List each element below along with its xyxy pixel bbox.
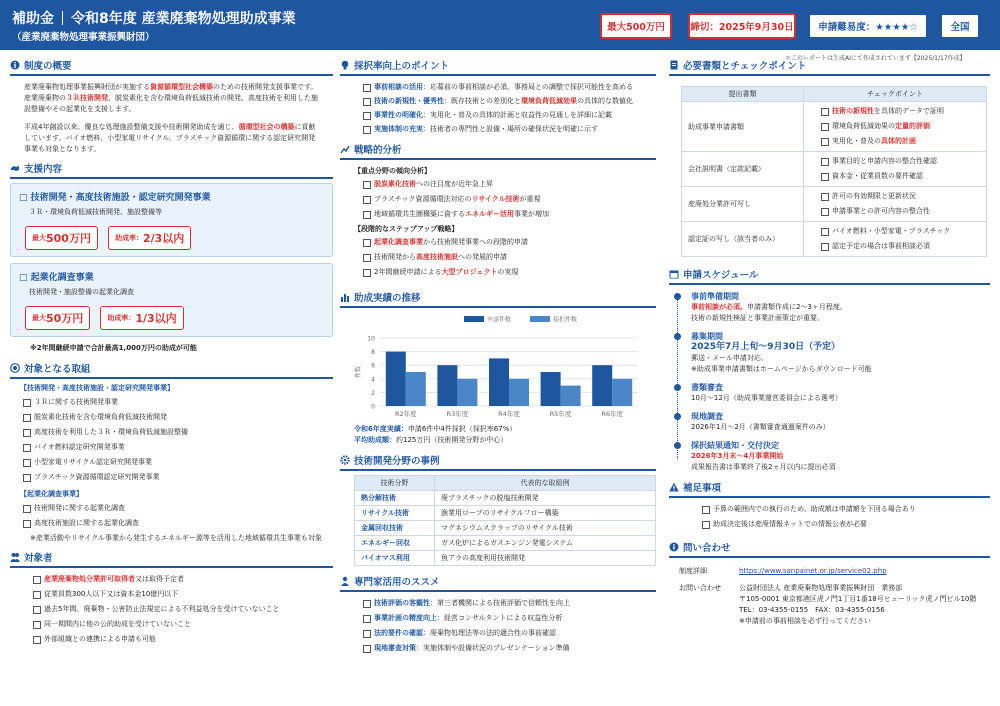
support-box-tech-desc: ３Ｒ・環境負荷低減技術開発、施設整備等 (29, 208, 162, 216)
timeline-text: ※助成事業申請書類はホームページからダウンロード可能 (691, 365, 872, 373)
x-tick-label: R4年度 (498, 410, 520, 418)
timeline-item (691, 291, 990, 324)
targets-list (10, 383, 333, 546)
points-heading: 採択率向上のポイント (340, 58, 656, 76)
timeline-heading: 書類審査 (691, 383, 723, 392)
bar-申請件数-R3年度 (437, 365, 457, 406)
title-main: 令和8年度 産業廃棄物処理助成事業 (71, 11, 296, 27)
y-tick-label: 6 (371, 362, 375, 370)
y-axis-label: 件数 (355, 365, 362, 379)
list-item: 技術開発から高度技術施設への発展的申請 (360, 250, 656, 265)
document-icon (669, 60, 679, 70)
contact-heading: i 問い合わせ (669, 540, 990, 558)
x-tick-label: R2年度 (394, 410, 417, 418)
table-cell: 産廃処分業許可写し (682, 187, 804, 222)
support-box-survey-title: □ 起業化調査事業 (19, 273, 94, 283)
table-header: 技術分野 (355, 476, 435, 491)
overview-text: 産業廃棄物処理事業振興財団が実施する資源循環型社会構築のための技術開発支援事業です。産業廃棄物の３Ｒ技術開発、脱炭素化を含む環境負荷低減技術の開発、高度技術を利用した施設整備やその起業化を支援します。 (24, 83, 318, 113)
rate-pill: 助成率： 2/3以内 (108, 226, 191, 250)
contact-line: 公益財団法人 産業廃棄物処理事業振興財団 業務部 (739, 584, 903, 592)
timeline-dot (674, 333, 681, 340)
list-item: 資本金・従業員数の要件確認 (818, 169, 980, 184)
bar-採択件数-R2年度 (406, 372, 426, 406)
bar-申請件数-R4年度 (489, 358, 509, 406)
experts-list (340, 596, 656, 656)
tech-examples-table (354, 475, 656, 566)
support-box-survey-desc: 技術開発・施設整備の起業化調査 (29, 288, 134, 296)
table-row (355, 536, 656, 551)
timeline-heading: 採択結果通知・交付決定 (691, 441, 779, 450)
strategy-focus-title: 【重点分野の傾向分析】 (354, 167, 431, 175)
table-row (682, 152, 987, 187)
deadline-badge: 締切：2025年9月30日 (688, 13, 796, 39)
bar-採択件数-R6年度 (612, 379, 632, 406)
points-list (340, 80, 656, 136)
ai-note: ＊このレポートは生成AIにて作成されています【2025/1/17作成】 (785, 55, 966, 62)
timeline-text: 技術の新規性検証と事業計画策定が重要。 (691, 314, 824, 322)
table-cell: 熱分解技術 (355, 491, 435, 506)
timeline-text: 郵送・メール申請対応。 (691, 354, 768, 362)
table-header: 提出書類 (682, 87, 804, 102)
targets-heading: 対象となる取組 (10, 361, 333, 379)
overview-text-2: 平成4年創設以来、優良な処理施設整備支援や技術開発助成を通じ、循環型社会の構築に貢献しています。バイオ燃料、小型家電リサイクル、プラスチック資源循環に関する認定研究開発事業も対象となります。 (24, 123, 316, 153)
list-item: 従業員数300人以下又は資本金10億円以下 (30, 587, 333, 602)
supplement-heading: 補足事項 (669, 480, 990, 498)
timeline-item (691, 382, 990, 404)
list-item: 環境負荷低減効果の定量的評価 (818, 119, 980, 134)
schedule-heading: 申請スケジュール (669, 267, 990, 285)
y-tick-label: 8 (371, 349, 375, 357)
table-cell (804, 222, 987, 257)
y-tick-label: 4 (371, 376, 375, 384)
support-heading: 支援内容 (10, 161, 333, 179)
strategy-step-title: 【段階的なステップアップ戦略】 (354, 225, 459, 233)
table-cell (804, 152, 987, 187)
list-item: 予算の範囲内での執行のため、助成額は申請額を下回る場合あり (699, 502, 990, 517)
list-item: 許可の有効期限と更新状況 (818, 189, 980, 204)
table-row (355, 521, 656, 536)
timeline-item (691, 411, 990, 433)
table-cell: マグネシウムスクラップのリサイクル技術 (435, 521, 656, 536)
list-item: 高度技術を利用した３Ｒ・環境負荷低減施設整備 (20, 425, 333, 440)
legend-label: 申請件数 (487, 316, 512, 324)
list-item: 事業計画の精度向上：経営コンサルタントによる収益性分析 (360, 611, 656, 626)
documents-heading: 必要書類とチェックポイント (669, 58, 990, 76)
list-item: バイオ燃料認定研究開発事業 (20, 440, 333, 455)
x-tick-label: R3年度 (446, 410, 469, 418)
max-amount-pill: 最大 50万円 (25, 306, 90, 330)
target-icon (10, 363, 20, 373)
legend-swatch (530, 316, 550, 322)
eligible-heading: 対象者 (10, 550, 333, 568)
table-cell: 魚アラの高度利用技術開発 (435, 551, 656, 566)
info-icon (10, 60, 20, 70)
table-row (682, 102, 987, 152)
strategy-block (340, 164, 656, 280)
table-cell: エネルギー回収 (355, 536, 435, 551)
bulb-icon (340, 60, 350, 70)
timeline-heading: 事前準備期間 (691, 292, 739, 301)
title-category: 補助金 (12, 11, 54, 27)
timeline-heading: 現地調査 (691, 412, 723, 421)
bar-採択件数-R3年度 (457, 379, 477, 406)
list-item: 助成決定後は産廃情報ネットでの情報公表が必要 (699, 517, 990, 532)
table-header: 代表的な取組例 (435, 476, 656, 491)
bar-申請件数-R6年度 (592, 365, 612, 406)
contact-line: ※申請前の事前相談を必ず行ってください (739, 617, 871, 625)
list-item: 技術開発に関する起業化調査 (20, 501, 333, 516)
list-item: 高度技術施設に関する起業化調査 (20, 516, 333, 531)
grants-bar-chart (346, 312, 646, 422)
scope-badge: 全国 (940, 13, 980, 39)
list-item: 事業性の明確化：実用化・普及の具体的計画と収益性の見通しを詳細に記載 (360, 108, 656, 122)
bar-申請件数-R5年度 (541, 372, 561, 406)
table-cell (804, 187, 987, 222)
list-item: 小型家電リサイクル認定研究開発事業 (20, 455, 333, 470)
table-row (355, 506, 656, 521)
list-item: 申請事業との許可内容の整合性 (818, 204, 980, 219)
list-item: 実施体制の充実：技術者の専門性と設備・場所の確保状況を明確に示す (360, 122, 656, 136)
contact-url-link[interactable]: https://www.sanpainet.or.jp/service02.php (739, 567, 887, 575)
list-item: 事業目的と申請内容の整合性確認 (818, 154, 980, 169)
table-cell: リサイクル技術 (355, 506, 435, 521)
table-cell: ガス化炉によるガスエンジン発電システム (435, 536, 656, 551)
table-header: チェックポイント (804, 87, 987, 102)
contact-detail-label: 制度詳細 (679, 567, 707, 575)
list-item: 認定予定の場合は事前相談必須 (818, 239, 980, 254)
expert-icon (340, 576, 350, 586)
table-row (682, 222, 987, 257)
chart-heading: 助成実績の推移 (340, 290, 656, 308)
list-item: 外部組織との連携による申請も可能 (30, 632, 333, 647)
legend-swatch (464, 316, 484, 322)
difficulty-badge: 申請難易度：★★★★☆ (808, 13, 928, 39)
phone-icon (669, 542, 679, 552)
schedule-timeline (669, 291, 990, 473)
list-item: プラスチック資源循環法対応のリサイクル技術が重視 (360, 192, 656, 207)
people-icon (10, 552, 20, 562)
list-item: 産業廃棄物処分業許可取得者又は取得予定者 (30, 572, 333, 587)
experts-heading: 専門家活用のススメ (340, 574, 656, 592)
list-item: 法的要件の確認：廃棄物処理法等の法的適合性の事前確認 (360, 626, 656, 641)
table-row (355, 551, 656, 566)
tech-examples-heading: 技術開発分野の事例 (340, 453, 656, 471)
targets-group-2: 【起業化調査事業】 (20, 490, 83, 498)
table-cell: 金属回収技術 (355, 521, 435, 536)
contact-line: 〒105-0001 東京都港区虎ノ門1丁目1番18号ヒューリック虎ノ門ビル10階 (739, 595, 977, 603)
rate-pill: 助成率： 1/3以内 (100, 306, 183, 330)
chart-summary-1: 令和6年度実績：申請6件中4件採択（採択率67%） (354, 425, 517, 433)
handshake-icon (10, 163, 20, 173)
timeline-period: 2025年7月上旬〜9月30日（予定） (691, 342, 841, 352)
list-item: 実用化・普及の具体的計画 (818, 134, 980, 149)
list-item: ３Ｒに関する技術開発事業 (20, 395, 333, 410)
table-cell: 認定証の写し（該当者のみ） (682, 222, 804, 257)
y-tick-label: 10 (367, 335, 375, 343)
x-tick-label: R6年度 (601, 410, 624, 418)
table-cell: バイオマス利用 (355, 551, 435, 566)
legend-label: 採択件数 (553, 316, 578, 324)
svg-text:i: i (672, 543, 676, 552)
table-cell: 廃プラスチックの脱塩技術開発 (435, 491, 656, 506)
supplement-list (669, 502, 990, 532)
list-item: バイオ燃料・小型家電・プラスチック (818, 224, 980, 239)
column-left (10, 58, 333, 647)
table-row (355, 491, 656, 506)
list-item: 技術の新規性・優秀性：既存技術との差別化と環境負荷低減効果の具体的な数値化 (360, 94, 656, 108)
column-right (669, 58, 990, 631)
strategy-heading: 戦略的分析 (340, 142, 656, 160)
list-item: 同一期間内に他の公的助成を受けていないこと (30, 617, 333, 632)
documents-table (681, 86, 987, 257)
list-item: 脱炭素化技術への注目度が近年急上昇 (360, 177, 656, 192)
list-item: 事前相談の活用：応募前の事前相談が必須。事務局との調整で採択可能性を高める (360, 80, 656, 94)
list-item: 地域循環共生圏構築に資するエネルギー活用事業が増加 (360, 207, 656, 222)
bar-chart-icon (340, 292, 350, 302)
page-title (12, 8, 296, 28)
y-tick-label: 2 (371, 389, 375, 397)
timeline-item (691, 440, 990, 473)
table-cell (804, 102, 987, 152)
max-amount-badge: 最大500万円 (600, 13, 672, 39)
timeline-item (691, 331, 990, 375)
timeline-text: 2026年1月〜2月（書類審査通過案件のみ） (691, 423, 830, 431)
warning-icon (669, 482, 679, 492)
support-box-tech-title: □ 技術開発・高度技術施設・認定研究開発事業 (19, 193, 211, 203)
list-item: 現地審査対策：実施体制や設備状況のプレゼンテーション準備 (360, 641, 656, 656)
y-tick-label: 0 (371, 403, 375, 411)
table-cell: 会社説明書（定款記載） (682, 152, 804, 187)
table-row (682, 187, 987, 222)
overview-heading: 制度の概要 (10, 58, 333, 76)
page-subtitle: （産業廃棄物処理事業振興財団） (12, 32, 155, 43)
support-box-tech (10, 183, 333, 257)
list-item: 技術の新規性を具体的データで証明 (818, 104, 980, 119)
chart-icon (340, 144, 350, 154)
x-tick-label: R5年度 (549, 410, 572, 418)
list-item: 2年間継続申請による大型プロジェクトの実現 (360, 265, 656, 280)
timeline-text: 2026年3月末〜4月事業開始 (691, 452, 784, 460)
max-amount-pill: 最大 500万円 (25, 226, 98, 250)
timeline-text: 成果報告書は事業終了後2ヵ月以内に提出必須 (691, 463, 836, 471)
contact-label: お問い合わせ (679, 584, 721, 592)
list-item: 過去5年間、廃棄物・公害防止法規定による不利益処分を受けていないこと (30, 602, 333, 617)
timeline-dot (674, 384, 681, 391)
list-item: 起業化調査事業から技術開発事業への段階的申請 (360, 235, 656, 250)
bar-申請件数-R2年度 (386, 352, 406, 406)
timeline-heading: 募集期間 (691, 332, 723, 341)
timeline-dot (674, 413, 681, 420)
timeline-dot (674, 293, 681, 300)
timeline-text: 10月〜12月（助成事業運営委員会による選考） (691, 394, 842, 402)
targets-group-1: 【技術開発・高度技術施設・認定研究開発事業】 (20, 384, 174, 392)
contact-line: TEL：03-4355-0155 FAX：03-4355-0156 (739, 606, 885, 614)
list-item: 技術評価の客観性：第三者機関による技術評価で信頼性を向上 (360, 596, 656, 611)
eligible-list (10, 572, 333, 647)
timeline-dot (674, 442, 681, 449)
list-item: 脱炭素化技術を含む環境負荷低減技術開発 (20, 410, 333, 425)
table-cell: 漁業用ロープのリサイクルフロー構築 (435, 506, 656, 521)
column-middle (340, 58, 656, 656)
bar-採択件数-R5年度 (561, 386, 581, 406)
support-box-survey (10, 263, 333, 337)
header-bar (0, 0, 1000, 50)
calendar-icon (669, 269, 679, 279)
list-item: プラスチック資源循環認定研究開発事業 (20, 470, 333, 485)
timeline-text: 事前相談が必須。申請書類作成に2〜3ヶ月程度。 (691, 303, 847, 311)
support-note: ※2年間継続申請で合計最高1,000万円の助成が可能 (30, 344, 197, 352)
table-cell: 助成事業申請書類 (682, 102, 804, 152)
contact-table (679, 564, 989, 631)
chart-summary-2: 平均助成額：約125万円（技術開発分野が中心） (354, 436, 508, 444)
targets-note: ※産業活動やリサイクル事業から発生するエネルギー源等を活用した地域循環共生事業も対象 (30, 534, 322, 542)
bar-採択件数-R4年度 (509, 379, 529, 406)
gear-icon (340, 455, 350, 465)
